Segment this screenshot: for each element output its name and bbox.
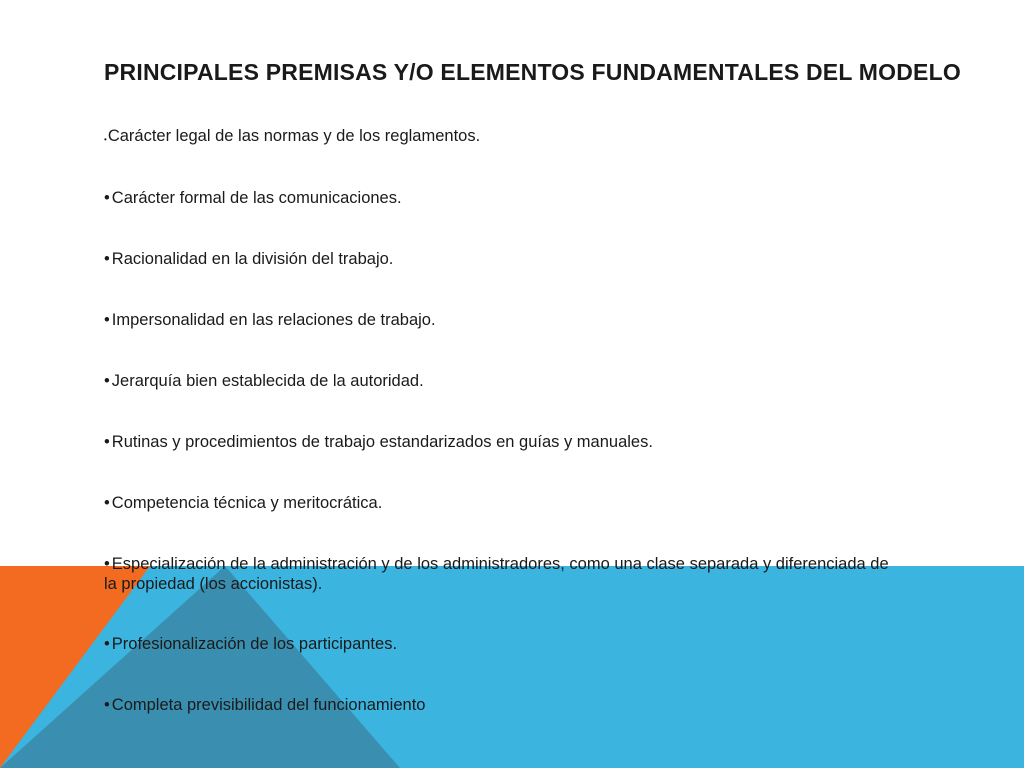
bullet-item [104, 634, 904, 654]
bullet-text: Carácter formal de las comunicaciones. [111, 189, 402, 207]
bullet-item [104, 554, 904, 594]
bullet-text: Especialización de la administración y de los administradores, como una clase separada y diferenciada de la propiedad (los accionistas). [104, 555, 889, 593]
slide-title: PRINCIPALES PREMISAS Y/O ELEMENTOS FUNDAMENTALES DEL MODELO [104, 59, 961, 85]
bullet-dot: • [104, 433, 110, 451]
bullet-dot: • [104, 135, 107, 144]
bullet-item [104, 310, 904, 330]
bullet-item [104, 493, 904, 513]
bullet-text: Completa previsibilidad del funcionamiento [111, 696, 426, 714]
bullet-text: Carácter legal de las normas y de los reglamentos. [107, 127, 481, 145]
bullet-item [104, 371, 904, 391]
bullet-item [104, 126, 904, 150]
bullet-text: Competencia técnica y meritocrática. [111, 494, 383, 512]
bullet-item [104, 695, 904, 715]
bullet-dot: • [104, 635, 110, 653]
bullet-text: Profesionalización de los participantes. [111, 635, 398, 653]
bullet-dot: • [104, 189, 110, 207]
bullet-dot: • [104, 494, 110, 512]
bullet-dot: • [104, 555, 110, 573]
bullet-dot: • [104, 696, 110, 714]
bullet-item [104, 188, 904, 208]
bullet-dot: • [104, 372, 110, 390]
bullet-text: Impersonalidad en las relaciones de trabajo. [111, 311, 436, 329]
bullet-dot: • [104, 311, 110, 329]
bullet-text: Rutinas y procedimientos de trabajo estandarizados en guías y manuales. [111, 433, 653, 451]
bullet-dot: • [104, 250, 110, 268]
bullet-text: Jerarquía bien establecida de la autoridad. [111, 372, 424, 390]
bullet-text: Racionalidad en la división del trabajo. [111, 250, 394, 268]
bullet-item [104, 432, 904, 452]
bullet-item [104, 249, 904, 269]
